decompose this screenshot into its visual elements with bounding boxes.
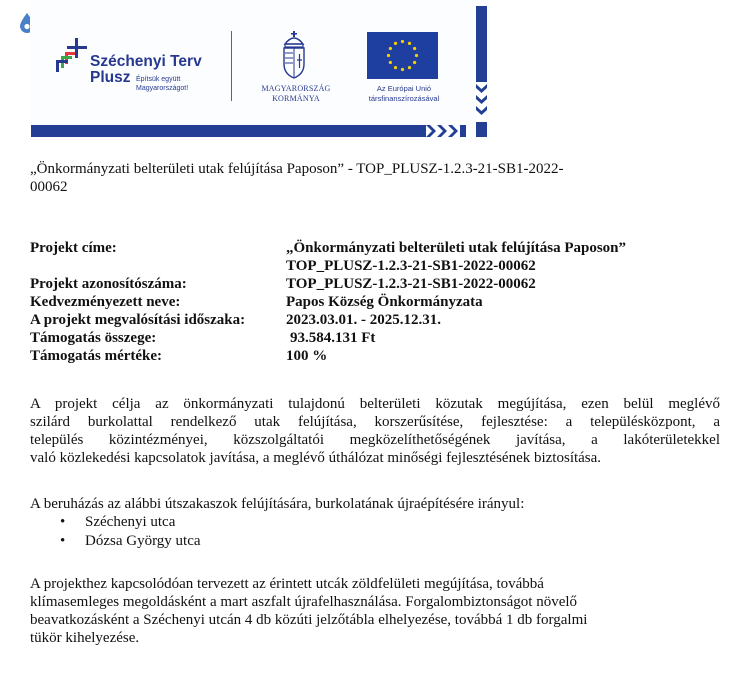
hungarian-crest-icon [279,30,309,80]
eu-star [401,40,404,43]
eu-star [394,42,397,45]
paragraph-line: A projekthez kapcsolódóan tervezett az érintett utcák zöldfelületi megújítása, továbbá [30,576,544,592]
info-row-title [30,239,626,275]
street-list [60,513,201,551]
logo-divider [231,31,232,101]
info-row-amount [30,329,626,347]
government-logo-text [250,84,342,104]
paragraph-line: beavatkozásként a Széchenyi utcán 4 db közúti jelzőtábla elhelyezése, továbbá 1 db forgalmi [30,612,588,628]
eu-star [389,47,392,50]
eu-star [394,66,397,69]
project-title-value: „Önkormányzati belterületi utak felújítása Paposon” [286,240,626,256]
info-label: Projekt azonosítószáma: [30,276,187,292]
info-value: Papos Község Önkormányzata [286,294,483,310]
program-title: Széchenyi Terv [90,53,202,70]
related-works-paragraph [30,575,720,647]
gov-line2: KORMÁNYA [272,94,320,103]
paragraph-line: település közintézményei, közszolgáltatói megközelíthetőségének javítása, a lakóterületekkel [30,432,720,448]
eu-cofinancing-text [352,84,456,104]
paragraph-line: szilárd burkolattal rendelkező utak felújítása, korszerűsítése, fejlesztése: a településközpont, a [30,414,720,430]
heading-line-1: „Önkormányzati belterületi utak felújítása Paposon” - TOP_PLUSZ-1.2.3-21-SB1-2022- [30,161,564,177]
info-row-period [30,311,626,329]
info-label: Projekt címe: [30,240,117,256]
eu-line2: társfinanszírozásával [368,94,440,103]
investment-intro: A beruházás az alábbi útszakaszok felújítására, burkolatának újraépítésére irányul: [30,496,525,512]
eu-flag-icon [367,32,438,79]
eu-star [413,61,416,64]
chevrons-down-icon [473,82,490,122]
eu-star [401,68,404,71]
info-label: Támogatás összege: [30,330,157,346]
info-row-beneficiary [30,293,626,311]
gov-line1: MAGYARORSZÁG [261,84,331,93]
info-label: Támogatás mértéke: [30,348,163,364]
eu-star [415,54,418,57]
document-heading [30,160,720,196]
paragraph-line: A projekt célja az önkormányzati tulajdonú belterületi közutak megújítása, ezen belül meglévő [30,396,720,412]
list-item: • Széchenyi utca [60,513,201,532]
info-value: 2023.03.01. - 2025.12.31. [286,312,441,328]
paragraph-line: való közlekedési kapcsolatok javítása, a meglévő úthálózat minőségi fejlesztésének biztosítása. [30,450,602,466]
info-value: TOP_PLUSZ-1.2.3-21-SB1-2022-00062 [286,276,536,292]
program-plusz: Plusz [90,69,131,86]
info-row-id [30,275,626,293]
banner-frame-horizontal [31,125,426,137]
info-value [286,239,626,275]
info-value: 93.584.131 Ft [290,330,376,346]
info-row-rate [30,347,626,365]
eu-star [389,61,392,64]
info-label: Kedvezményezett neve: [30,294,181,310]
project-goal-paragraph [30,395,720,467]
program-slogan: Építsük együtt Magyarországot! [136,76,189,92]
szechenyi-terv-logo-icon [53,36,93,72]
project-info-table [30,239,626,365]
eu-line1: Az Európai Unió [376,84,432,93]
chevrons-right-icon [426,122,466,140]
eu-star [408,42,411,45]
project-title-code: TOP_PLUSZ-1.2.3-21-SB1-2022-00062 [286,258,536,274]
eu-star [413,47,416,50]
heading-line-2: 00062 [30,179,68,195]
info-label: A projekt megvalósítási időszaka: [30,312,246,328]
list-item: • Dózsa György utca [60,532,201,551]
paragraph-line: tükör kihelyezése. [30,630,140,646]
eu-star [387,54,390,57]
eu-star [408,66,411,69]
info-value: 100 % [286,348,328,364]
paragraph-line: klímasemleges megoldásként a mart aszfalt újrafelhasználása. Forgalombiztonságot növelő [30,594,578,610]
